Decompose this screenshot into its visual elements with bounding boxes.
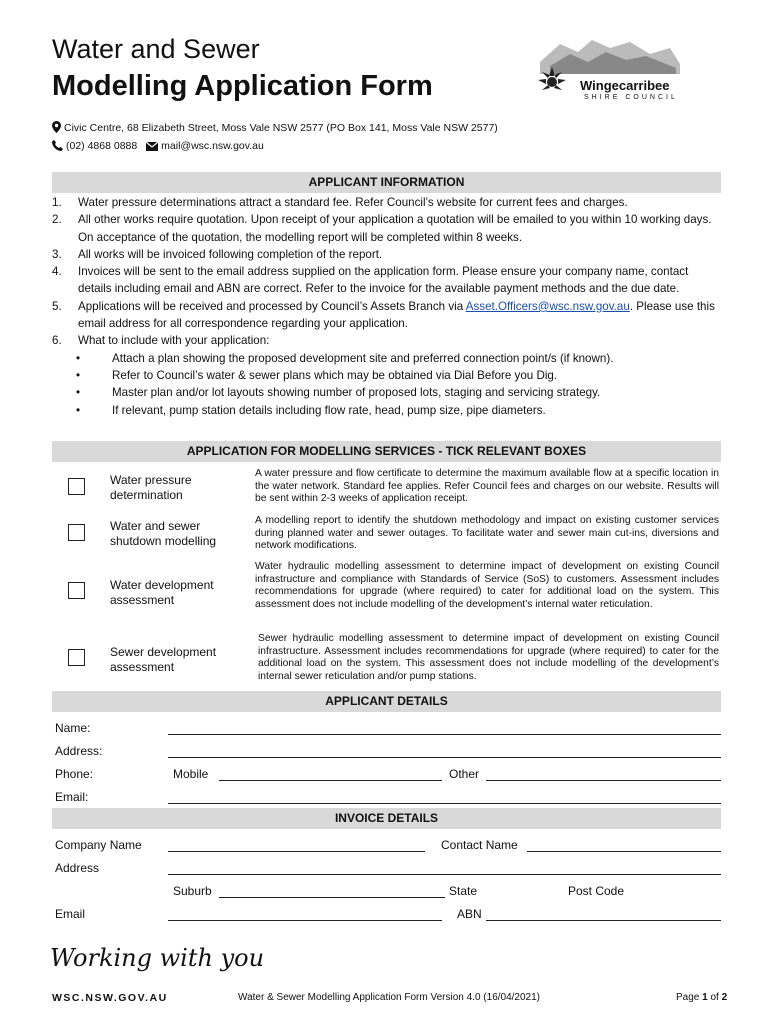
bullet-item: • Refer to Council’s water & sewer plans which may be obtained via Dial Before you Dig. [76,368,558,382]
address-text: Civic Centre, 68 Elizabeth Street, Moss Vale NSW 2577 (PO Box 141, Moss Vale NSW 2577) [64,122,498,134]
phone-label: Phone: [55,767,94,781]
abn-label: ABN [457,907,482,921]
applicant-details-heading: APPLICANT DETAILS [52,691,721,712]
contact-line [52,140,264,152]
service-name: Water development assessment [110,578,214,607]
address-label: Address: [55,744,103,758]
invoice-address-field[interactable] [168,874,721,875]
bullet-item: • Master plan and/or lot layouts showing number of proposed lots, staging and servicing strategy. [76,386,601,400]
form-title-line1: Water and Sewer [52,34,260,64]
list-item: 6. What to include with your application: [52,334,270,348]
page-indicator: Page 1 of 2 [676,992,728,1003]
council-logo [530,34,720,106]
contact-name-field[interactable] [527,851,721,852]
form-title-line2: Modelling Application Form [52,70,433,102]
address-line [52,121,498,134]
other-phone-field[interactable] [486,780,721,781]
list-item: 3. All works will be invoiced following completion of the report. [52,247,383,261]
suburb-label: Suburb [173,884,212,898]
contact-name-label: Contact Name [441,838,518,852]
logo-subtitle: SHIRE COUNCIL [584,94,678,101]
list-item: 4. Invoices will be sent to the email address supplied on the application form. Please ensure your company name, contact details including email and ABN are correct. Refer to the invoice for the available payment methods and the due date. [52,265,689,296]
service-description: Sewer hydraulic modelling assessment to determine impact of development on existing Council infrastructure. Assessment includes recommendations for upgrade (where required) to cater for the additional load on the system. This assessment does not include modelling of the development’s internal sewer reticulation and/or pump stations. [258,633,719,682]
sewer-development-checkbox[interactable] [68,649,85,666]
list-item: 2. All other works require quotation. Upon receipt of your application a quotation will be emailed to you within 10 working days. On acceptance of the quotation, the modelling report will be completed within 8 weeks. [52,213,712,244]
post-code-label: Post Code [568,884,625,898]
suburb-field[interactable] [219,897,445,898]
service-name: Sewer development assessment [110,645,217,674]
company-name-field[interactable] [168,851,425,852]
applicant-info-list [52,194,722,419]
email-label: Email: [55,790,89,804]
company-name-label: Company Name [55,838,142,852]
invoice-email-field[interactable] [168,920,442,921]
other-label: Other [449,767,480,781]
mobile-label: Mobile [173,767,209,781]
invoice-address-label: Address [55,861,100,875]
assets-email-link[interactable]: Asset.Officers@wsc.nsw.gov.au [465,299,630,313]
email-text: mail@wsc.nsw.gov.au [161,140,264,152]
water-pressure-checkbox[interactable] [68,478,85,495]
invoice-details-heading: INVOICE DETAILS [52,808,721,829]
bullet-item: • Attach a plan showing the proposed development site and preferred connection point/s (if known). [76,351,614,365]
address-field[interactable] [168,757,721,758]
service-name: Water pressure determination [110,473,192,502]
water-development-checkbox[interactable] [68,582,85,599]
logo-name: Wingecarribee [580,78,670,93]
location-pin-icon [52,121,61,133]
mobile-field[interactable] [219,780,442,781]
email-field[interactable] [168,803,721,804]
name-field[interactable] [168,734,721,735]
service-name: Water and sewer shutdown modelling [110,519,217,548]
abn-field[interactable] [486,920,721,921]
phone-text: (02) 4868 0888 [66,140,138,152]
shutdown-modelling-checkbox[interactable] [68,524,85,541]
service-description: A modelling report to identify the shutdown methodology and impact on existing customer services during planned water and sewer outages. To facilitate water and sewer main cut-ins, diversions and network modifications. [255,515,719,552]
bullet-item: • If relevant, pump station details including flow rate, head, pump size, pipe diameters. [76,403,546,417]
invoice-email-label: Email [55,907,86,921]
service-description: Water hydraulic modelling assessment to determine impact of development on existing Council infrastructure and compliance with Standards of Service (SoS) to customers. Assessment includes recommendations for upgrade (where required) to cater for additional load on the system. This assessment does not include modelling of the development’s internal water reticulation. [255,561,719,610]
phone-icon [52,140,63,151]
state-label: State [449,884,478,898]
list-item: 5. Applications will be received and processed by Council’s Assets Branch via Asset.Officers@wsc.nsw.gov.au. Please use this email address for all correspondence regarding your application. [52,299,715,331]
mail-icon [146,142,158,151]
list-item: 1. Water pressure determinations attract a standard fee. Refer Council’s website for current fees and charges. [52,196,628,209]
form-version: Water & Sewer Modelling Application Form Version 4.0 (16/04/2021) [238,992,541,1003]
service-description: A water pressure and flow certificate to determine the maximum available flow at a specific location in the water network. Standard fee applies. Refer Council fees and charges on our website. Results will be sent within 2-3 weeks of application receipt. [255,468,719,505]
services-heading: APPLICATION FOR MODELLING SERVICES - TICK RELEVANT BOXES [52,441,721,462]
website-url: WSC.NSW.GOV.AU [52,992,168,1004]
applicant-info-heading: APPLICANT INFORMATION [52,172,721,193]
name-label: Name: [55,721,91,735]
slogan: Working with you [50,944,265,972]
